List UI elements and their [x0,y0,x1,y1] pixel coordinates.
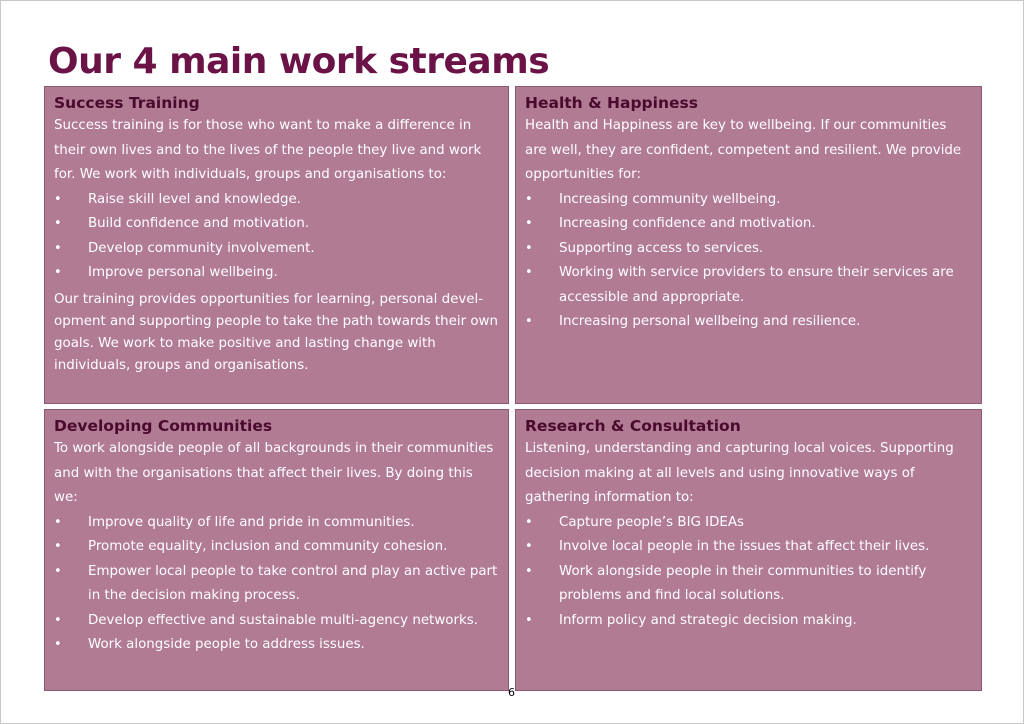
panel-intro: Health and Happiness are key to wellbeing. If our communities are well, they are confident, competent and resilient. We provide opportunities for: [525,118,962,182]
panel-success-training [44,86,509,404]
panel-developing-communities [44,409,509,691]
page-title: Our 4 main work streams [48,41,550,82]
list-item: • Increasing confidence and motivation. [525,212,971,237]
list-item: • Work alongside people in their communities to identify problems and find local solutions. [525,560,971,609]
page-number: 6 [508,686,515,699]
list-item: • Improve quality of life and pride in communities. [54,511,498,536]
list-item: • Work alongside people to address issues. [54,633,498,658]
list-item: • Develop effective and sustainable multi-agency networks. [54,609,498,634]
list-item: • Develop community involvement. [54,237,498,262]
list-item: • Raise skill level and knowledge. [54,188,498,213]
panel-heading: Research & Consultation [525,417,741,435]
bullet-list [54,188,498,286]
bullet-list [525,511,971,634]
list-item: • Improve personal wellbeing. [54,261,498,286]
list-item: • Inform policy and strategic decision making. [525,609,971,634]
list-item: • Promote equality, inclusion and community cohesion. [54,535,498,560]
panel-heading: Developing Communities [54,417,273,435]
list-item: • Empower local people to take control and play an active part in the decision making process. [54,560,498,609]
list-item: • Build confidence and motivation. [54,212,498,237]
bullet-list [54,511,498,658]
panel-intro: Listening, understanding and capturing local voices. Supporting decision making at all levels and using innovative ways of gathering information to: [525,441,954,505]
panel-health-happiness [515,86,982,404]
list-item: • Increasing personal wellbeing and resilience. [525,310,971,335]
list-item: • Increasing community wellbeing. [525,188,971,213]
panel-heading: Success Training [54,94,200,112]
list-item: • Capture people’s BIG IDEAs [525,511,971,536]
panel-intro: Success training is for those who want to make a difference in their own lives and to the lives of the people they live and work for. We work with individuals, groups and organisations to: [54,118,482,182]
panel-outro: Our training provides opportunities for learning, personal devel-opment and supporting people to take the path towards their own goals. We work to make positive and lasting change with individuals, groups and organisations. [54,291,498,373]
bullet-list [525,188,971,335]
list-item: • Supporting access to services. [525,237,971,262]
panel-heading: Health & Happiness [525,94,698,112]
list-item: • Involve local people in the issues that affect their lives. [525,535,971,560]
panel-intro: To work alongside people of all backgrounds in their communities and with the organisations that affect their lives. By doing this we: [54,441,494,505]
list-item: • Working with service providers to ensure their services are accessible and appropriate. [525,261,971,310]
panel-research-consultation [515,409,982,691]
